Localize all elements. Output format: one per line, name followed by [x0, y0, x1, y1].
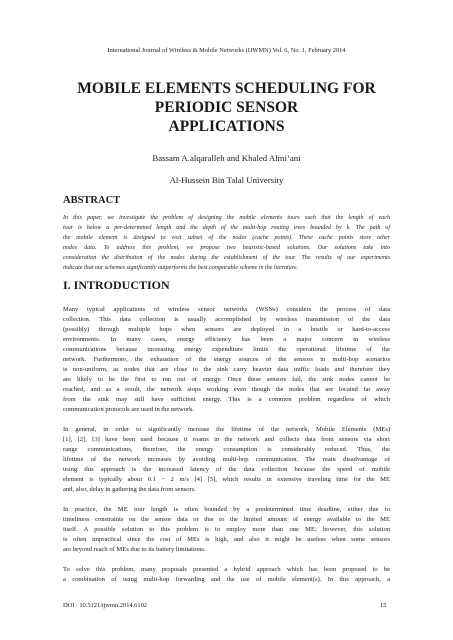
body-line: timeliness constraints on the sensor data or due to the limited amount of energy available to the ME — [63, 516, 390, 523]
affiliation: Al-Hussein Bin Talal University — [169, 175, 284, 185]
paragraph-3 — [63, 505, 390, 555]
paragraph-1 — [63, 305, 390, 415]
abstract-line: consideration the distribution of the nodes during the establishment of the tour. The results of our experiments — [63, 255, 390, 261]
journal-header: International Journal of Wireless & Mobile Networks (IJWMN) Vol. 6, No. 1, February 2014 — [107, 47, 346, 54]
body-line: Many typical applications of wireless sensor networks (WSNs) considers the process of data — [63, 306, 390, 313]
abstract-line: In this paper, we investigate the problem of designing the mobile elements tours such that the length of each — [63, 215, 390, 221]
body-line: reached, and as a result, the network stops working even though the nodes that are located far away — [63, 386, 390, 393]
body-line: [1], [2], [3] have been used because it roams in the network and collects data from sensors via short — [63, 436, 390, 443]
body-line: are beyond reach of MEs due to its battery limitations. — [63, 546, 206, 553]
abstract-line: indicate that our schemes significantly outperforms the best comparable scheme in the literature. — [63, 265, 299, 271]
body-line: element is typically about 0.1 − 2 m/s [4] [5], which results in extensive traveling time for the ME — [63, 476, 390, 483]
body-line: is non-uniform, as nodes that are close to the sink carry heavier data traffic loads and therefore they — [63, 366, 390, 373]
body-line: communications because increasing energy expenditure limits the operational lifetime of the — [63, 346, 390, 353]
abstract-body — [63, 213, 390, 273]
body-line: and, also, delay in gathering the data from sensors. — [63, 486, 196, 493]
introduction-heading: I. INTRODUCTION — [63, 278, 170, 292]
page-number: 15 — [380, 602, 387, 609]
body-line: from the sink may still have sufficient energy. This is a common problem regardless of which — [63, 396, 390, 403]
body-line: In practice, the ME tour length is often bounded by a predetermined time deadline, either due to — [63, 506, 390, 513]
body-line: using this approach is the increased latency of the data collection because the speed of mobile — [63, 466, 390, 473]
body-line: range communications, therefore, the energy consumption is considerably reduced. Thus, the — [63, 446, 390, 453]
paragraph-2 — [63, 425, 390, 495]
body-line: collection. This data collection is usually accomplished by wireless transmission of the data — [63, 316, 390, 323]
body-line: To solve this problem, many proposals presented a hybrid approach which has been proposed to be — [63, 566, 390, 573]
title-line: APPLICATIONS — [168, 118, 285, 135]
abstract-heading: ABSTRACT — [63, 195, 121, 206]
body-line: In general, in order to significantly increase the lifetime of the network, Mobile Elements (MEs) — [63, 426, 390, 433]
abstract-line: the mobile element is designed to visit subset of the nodes (cache points). These cache points store other — [63, 235, 390, 241]
footer-doi: DOI : 10.5121/ijwmn.2014.6102 — [63, 602, 147, 609]
body-line: a combination of using multi-hop forwarding and the use of mobile element(s). In this approach, a — [63, 576, 390, 583]
title-line: MOBILE ELEMENTS SCHEDULING FOR — [77, 80, 376, 97]
paragraph-4 — [63, 565, 390, 585]
body-line: itself. A possible solution to this problem is to employ more than one ME; however, this solution — [63, 526, 390, 533]
body-line: lifetime of the network increases by avoiding multi-hop communication. The main disadvantage of — [63, 456, 390, 463]
body-line: are likely to be the first to run out of energy. Once these sensors fail, the sink nodes cannot be — [63, 376, 390, 383]
abstract-line: tour is below a per-determined length and the depth of the multi-hop routing trees bounded by k. The path of — [63, 225, 390, 231]
body-line: network. Furthermore, the exhaustion of the energy sources of the sensors in multi-hop scenarios — [63, 356, 390, 363]
authors: Bassam A.alqaralleh and Khaled Almi’ani — [152, 153, 301, 163]
body-line: communication protocols are used in the network. — [63, 406, 195, 413]
paper-title — [0, 79, 453, 136]
body-line: environments. In many cases, energy efficiency has been a major concern in wireless — [63, 336, 390, 343]
body-line: is often impractical since the cost of MEs is high, and also it might be useless when some sensors — [63, 536, 390, 543]
body-line: (possibly) through multiple hops when sensors are deployed in a hostile or hard-to-access — [63, 326, 390, 333]
abstract-line: nodes data. To address this problem, we propose two heuristic-based solutions. Our solutions take into — [63, 245, 390, 251]
title-line: PERIODIC SENSOR — [154, 99, 299, 116]
